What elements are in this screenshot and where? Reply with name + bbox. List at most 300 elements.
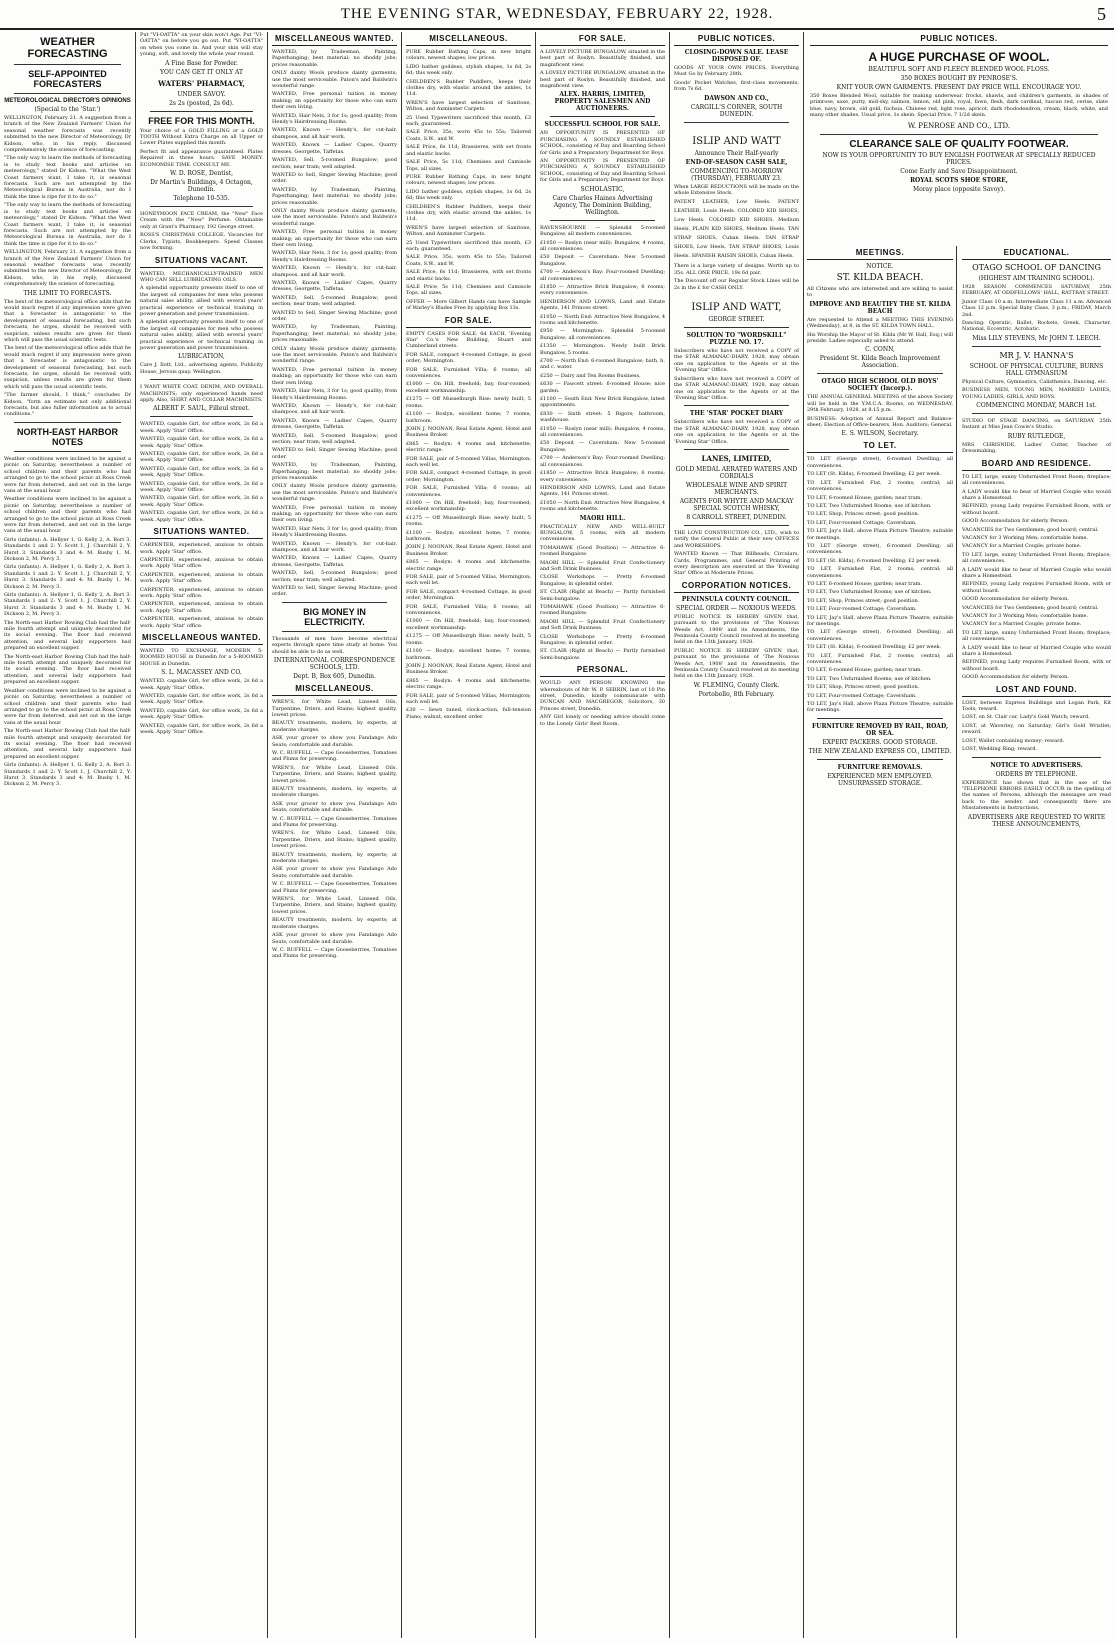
ad-text: BEAUTY treatments, modern, by experts; at moderate charges. <box>272 851 397 865</box>
section-header-situations: SITUATIONS VACANT. <box>140 254 263 268</box>
ad-text: FOR SALE, pair of 5-roomed Villas, Mornington; each well let. <box>406 455 531 468</box>
ad-text: STUDIO OF STAGE DANCING, on SATURDAY, 25th Instant at Miss Jean Cowie's Studio. <box>962 418 1111 431</box>
ad-text: WANTED, by Tradesman, Painting, Paperhanging; best material; no shoddy jobs; prices reasonable. <box>272 49 397 68</box>
ad-text: GOODS AT YOUR OWN PRICES. Everything Must Go by February 28th. <box>674 65 799 78</box>
ad-text: WANTED, capable Girl, for office work, 2s 6d a week. Apply 'Star' Office. <box>140 693 263 706</box>
ad-text: £1100 — Roslyn; excellent home; 7 rooms; bathroom. <box>406 648 531 661</box>
ad-line: DAWSON AND CO., <box>704 94 769 102</box>
ad-line: Come Early and Save Disappointment. <box>900 167 1018 175</box>
ad-line: Telephone 10-535. <box>173 195 230 203</box>
ad-line: 2s 2s (posted, 2s 6d). <box>169 99 234 107</box>
ad-line: COMMENCING TO-MORROW (THURSDAY), FEBRUARY 23. <box>690 167 783 182</box>
section-header-misc: MISCELLANEOUS. <box>406 32 531 46</box>
ad-line: CLOSING-DOWN SALE. LEASE DISPOSED OF. <box>684 49 789 63</box>
ad-text: ASK your grocer to show you Fandango Ado Seats; comfortable and durable. <box>272 866 397 879</box>
ad-text: WANTED, Hair Nets, 3 for 1s; good quality; from Hendy's Hairdressing Rooms. <box>272 112 397 126</box>
ad-text: £1275 — Off Musselburgh Rise: newly built, 5 rooms. <box>406 396 531 409</box>
ad-text: MAORI HILL — Splendid Fruit Confectionery and Soft Drink Business. <box>540 618 665 632</box>
ad-line: NOTICE TO ADVERTISERS. <box>990 761 1083 769</box>
ad-line: ALBERT F. SAUL, Filleul street. <box>153 405 250 413</box>
ad-text: WANTED to Sell, Singer Sewing Machine; good order. <box>272 171 397 185</box>
ad-text: VACANCY for 3 Working Men; comfortable home. <box>962 534 1089 541</box>
ad-text: £50 Deposit — Caversham: New 5-roomed Bungalow. <box>540 254 665 267</box>
column-right <box>804 32 1114 1638</box>
ad-text: A splendid opportunity presents itself to one of the largest oil companies for men who possess natural sales ability, allied with several years' practical experience or technical training in power generation and power transmission. <box>140 319 263 351</box>
ad-text: WANTED, Free personal tuition in money making; an opportunity for those who can earn their own living. <box>272 504 397 524</box>
ad-line: END-OF-SEASON CASH SALE, <box>685 158 788 166</box>
ad-line: PENINSULA COUNTY COUNCIL. <box>681 595 792 603</box>
ad-line: Miss LILY STEVENS, Mr JOHN T. LEECH. <box>972 334 1101 342</box>
ad-text: WANTED, capable Girl, for office work, 2s 6d a week. Apply 'Star' Office. <box>140 707 263 721</box>
ad-text: 25 Used Typewriters sacrificed this month, £3 each; guaranteed. <box>406 239 531 252</box>
ad-line: KNIT YOUR OWN GARMENTS. PRESENT DAY PRICE WILL ENCOURAGE YOU. <box>836 84 1082 91</box>
ad-text: ASK your grocer to show you Fandango Ado Seats; comfortable and durable. <box>272 932 397 945</box>
ad-text: WANTED, Sell, 5-roomed Bungalow; good section; near tram; well adapted. <box>272 432 397 445</box>
ad-line: OTAGO SCHOOL OF DANCING <box>972 263 1101 272</box>
article-paragraph: Girls (infants): A. Hellyer 1, G. Kelly 2, A. Bort 3. Standards 1 and 2: Y. Scott 1, J. Churchill 2, Y. Hurst 3. Standards 3 and 4: M. Busby 1, M. Dickson 2, M. Percy 3. <box>4 592 131 618</box>
ad-text: Goods' Pocket Watches, first-class movements, from 7s 6d. <box>674 79 799 93</box>
ad-text: W. C. RUFFELL — Cape Gooseberries, Tomatoes and Plums for preserving. <box>272 815 397 828</box>
ad-text: FOR SALE, pair of 5-roomed Villas, Mornington; each well let. <box>406 692 531 705</box>
ad-text: WANTED, capable Girl, for office work, 2s 6d a week. Apply 'Star' Office. <box>140 480 263 494</box>
ad-line: GEORGE STREET. <box>708 316 765 324</box>
ad-line: WATERS' PHARMACY, <box>158 78 245 88</box>
ad-text: WANTED, capable Girl, for office work, 2s 6d a week. Apply 'Star' Office. <box>140 451 263 464</box>
column-notices <box>670 32 804 1638</box>
ad-line: COMMENCING MONDAY, MARCH 1st. <box>976 402 1097 410</box>
subhead-forecasters: SELF-APPOINTED FORECASTERS <box>28 69 107 89</box>
ad-line: C. CONN, <box>865 346 895 354</box>
ad-text: WANTED, capable Girl, for office work, 2s 6d a week. Apply 'Star' Office. <box>140 510 263 523</box>
ad-text: WANTED, Known — Hendy's, for cut-hair, shampoos, and all hair work. <box>272 540 397 554</box>
ad-line: LUBRICATION, <box>178 353 225 361</box>
ad-text: ST. CLAIR (Right at Beach) — Partly furnished Semi-bungalow. <box>540 589 665 602</box>
ad-text: SALE Price, 35s, worn 45s to 55s; Tailored Coats, S.W., and W. <box>406 129 531 142</box>
section-header-misc-wanted: MISCELLANEOUS WANTED. <box>272 32 397 46</box>
ad-text: WANTED, Known — Hendy's, for cut-hair, shampoos, and all hair work. <box>272 402 397 416</box>
section-header-misc: MISCELLANEOUS. <box>272 682 397 696</box>
article-paragraph: WELLINGTON, February 21. A suggestion from a branch of the New Zealand Farmers' Union for seasonal weather forecasts was recently submitted to the new Director of Meteorology, Dr Kidson, who, in his reply, discussed comprehensively the science of forecasting. <box>4 115 131 154</box>
ad-text: BEAUTY treatments, modern, by experts; at moderate charges. <box>272 720 397 733</box>
ad-text: WANTED, by Tradesman, Painting, Paperhanging; best material; no shoddy jobs; prices reasonable. <box>272 324 397 344</box>
ad-text: WANTED, capable Girl, for office work, 2s 6d a week. Apply 'Star' Office. <box>140 495 263 508</box>
ad-heading-diary: THE 'STAR' POCKET DIARY <box>689 410 784 418</box>
ad-text: W. C. RUFFELL — Cape Gooseberries, Tomatoes and Plums for preserving. <box>272 946 397 960</box>
ad-text: WANTED Known — That Billheads, Circulars, Cards, Programmes, and General Printing of every description are executed at the 'Evening Star' Office at Moderate Prices. <box>674 551 799 577</box>
column-ads-4 <box>402 32 536 1638</box>
ad-text: BUSINESS: Adoption of Annual Report and Balance-sheet; Election of Office-bearers, Hon. Auditors; General. <box>807 415 953 429</box>
article-paragraph: "The only way to learn the methods of forecasting is to study text books and articles on meteorology," stated Dr Kidson. "What the West Coast farmers want, I take it, is seasonal forecasts. Such are not attempted by the Meteorological Bureau in Australia, nor do I think the time is ripe for it to do so." <box>4 202 131 247</box>
ad-text: PUBLIC NOTICE IS HEREBY GIVEN that, pursuant to the provisions of 'The Noxious Weeds Act, 1908' and its Amendments, the Peninsula County Council resolved at its meeting held on the 13th January, 1928. <box>674 647 799 680</box>
ad-text: Junior Class 10 a.m. Intermediate Class 11 a.m. Advanced Class 12 p.m. Special Baby Class, 3 p.m., FRIDAY, March 2nd. <box>962 298 1111 318</box>
ad-text: £700 — Anderson's Bay: Four-roomed Dwelling; all conveniences. <box>540 269 665 282</box>
section-header-for-sale: FOR SALE. <box>406 314 531 328</box>
ad-line: INTERNATIONAL CORRESPONDENCE SCHOOLS, LTD. <box>273 657 396 672</box>
ad-text: CHILDREN'S Rubber Paddlers, keeps their clothes dry, with elastic around the ankles, 1s 11d. <box>406 203 531 223</box>
ad-text: Physical Culture, Gymnastics, Calisthenics, Dancing, etc. <box>962 378 1108 385</box>
ad-text: TO LET, 6-roomed House; garden; near tram. <box>807 580 923 587</box>
article-paragraph: The bent of the meteorological office adds that he would much regret if any impression were given that a forecaster is antagonistic to the development of seasonal forecasting, but such forecasts, he urges, should be received with suspicion, unless results are given for them which will pass the usual scientific tests. <box>4 345 131 390</box>
ad-text: £630 — Fawcett street: 6-roomed House; nice garden. <box>540 381 665 394</box>
ad-line: NOTICE. <box>866 263 894 270</box>
ad-text: PUBLIC NOTICE IS HEREBY GIVEN that, pursuant to the provisions of 'The Noxious Weeds Act, 1908' and its Amendments, the Peninsula County Council resolved at its meeting held on the 13th January, 1928. <box>674 613 799 646</box>
article-paragraph: Girls (infants): A. Hellyer 1, G. Kelly 2, A. Bort 3. Standards 1 and 2: Y. Scott 1, J. Churchill 2, Y. Hurst 3. Standards 3 and 4: M. Busby 1, M. Dickson 2, M. Percy 3. <box>4 536 131 562</box>
ad-text: TO LET, Four-roomed Cottage; Caversham. <box>807 692 917 699</box>
ad-text: CARPENTER, experienced, anxious to obtain work. Apply 'Star' office. <box>140 556 263 570</box>
column-ads-2 <box>136 32 268 1638</box>
ad-text: WANTED, Free personal tuition in money making; an opportunity for those who can earn their own living. <box>272 229 397 248</box>
ad-text: TO LET, Jay's Hall, above Plaza Picture Theatre; suitable for meetings. <box>807 528 953 541</box>
ad-heading-free: FREE FOR THIS MONTH. <box>148 115 255 126</box>
ad-line: FURNITURE REMOVALS. <box>837 763 923 771</box>
ad-text: LOST, between Express Buildings and Logan Park, Kit Tools; reward. <box>962 699 1111 713</box>
ad-text: WANTED, Known — Ladies' Capes, Quarry dresses, Georgette, Taffetas. <box>272 280 397 293</box>
ad-text: A splendid opportunity presents itself to one of the largest oil companies for men who possess natural sales ability, allied with several years' practical experience or technical training in power generation and power transmission. <box>140 285 263 317</box>
ad-text: £1000 — On Hill, freehold; bay, four-roomed; excellent workmanship. <box>406 499 531 513</box>
ad-text: CARPENTER, experienced, anxious to obtain work. Apply 'Star' office. <box>140 542 263 555</box>
ad-line: MR J. V. HANNA'S <box>999 350 1074 360</box>
ad-line: W. D. ROSE, Dentist, <box>169 170 234 178</box>
ad-text: A LOVELY PICTURE BUNGALOW, situated in the best part of Roslyn. Beautifully finished, and magnificent view. <box>540 49 665 68</box>
ad-text: VACANCY for a Married Couple; private home. <box>962 543 1082 550</box>
ad-line: THE NEW ZEALAND EXPRESS CO., LIMITED. <box>808 747 952 755</box>
ad-text: WANTED to Sell, Singer Sewing Machine; good order. <box>272 447 397 460</box>
ad-text: WREN'S, for White Lead, Linseed Oils, Turpentine, Driers, and Stains; highest quality, lowest prices. <box>272 830 397 850</box>
ad-text: A LADY would like to hear of Married Couple who would share a Homestead. <box>962 644 1111 658</box>
ad-text: TO LET (St. Kilda), 6-roomed Dwelling; £2 per week. <box>807 471 942 478</box>
ad-line: IMPROVE AND BEAUTIFY THE ST. KILDA BEACH <box>809 300 951 315</box>
ad-text: TO LET, large, sunny Unfurnished Front Room; fireplace; all conveniences. <box>962 473 1111 487</box>
ad-text: GOOD Accommodation for elderly Person. <box>962 518 1069 525</box>
ad-text: TO LET, Shop, Princes street; good position. <box>807 597 920 604</box>
ad-line: President St. Kilda Beach Improvement Association. <box>819 355 941 370</box>
ad-text: REFINED, young Lady requires Furnished Room, with or without board. <box>962 659 1111 672</box>
ad-text: 350 Boxes Blended Wool, suitable for making underwear, frocks, shawls, and children's garments, in shades of primrose, saxe, putty, mid-sky, salmon, lemon, old pink, royal, fawn, flesh, dark cardinal, tuscan red, cerise, slate blue, navy, brown, old gold, fuchsia, Chinese red, light rose, apricot, dark rhododendron, cream, black, white, and many other shades. Usual price, 1s skein. Special Price, 7 1/2d skein. <box>810 93 1108 119</box>
ad-line: Dept. B, Box 605, Dunedin. <box>293 673 376 681</box>
ad-heading-wool: A HUGE PURCHASE OF WOOL. <box>868 50 1050 64</box>
article-paragraph: The North-east Harbor Rowing Club had the half-mile fourth attempt and uniquely decorated for its social evening. The floor had received attention, and several lady supporters had prepared an excellent supper. <box>4 619 131 652</box>
ad-text: WANTED, capable Girl, for office work, 2s 6d a week. Apply 'Star' Office. <box>140 436 263 449</box>
ad-text: £1050 — North End: Attractive New Bungalow, 4 rooms and kitchenette. <box>540 313 665 326</box>
ad-text: LOST, on St. Clair car, Lady's Gold Watch; reward. <box>962 714 1090 721</box>
ad-text: ROSS'S CHRISTMAS COLLEGE. Vacancies for Clerks, Typists, Bookkeepers. Speed Classes now forming. <box>140 232 263 252</box>
ad-line: W. FLEMING, County Clerk. <box>693 681 780 689</box>
ad-text: ONLY dainty Wools produce dainty garments; use the most serviceable. Paton's and Baldwin's wonderful range. <box>272 483 397 503</box>
ad-text: LIDO bather goddess, stylish shapes, 1s 6d, 2s 6d; this week only. <box>406 188 531 202</box>
article-paragraph: Weather conditions were inclined to be against a picnic on Saturday, nevertheless a number of school children and their parents who had arranged to go to the school picnic at Ross Creek were far from deterred, and set out in the large vans at the usual hour. <box>4 455 131 494</box>
subhead-opinions: METEOROLOGICAL DIRECTOR'S OPINIONS <box>4 98 131 104</box>
ad-text: WANTED TO EXCHANGE, MODERN 5-ROOMED HOUSE in Dunedin for a 5-ROOMED HOUSE in Dunedin. <box>140 647 263 667</box>
ad-text: I WANT WHITE COAT, DENIM, AND OVERALL MACHINISTS; only experienced hands need apply. Also, SHIRT AND COLLAR MACHINISTS. <box>140 384 263 403</box>
ad-text: ONLY dainty Wools produce dainty garments; use the most serviceable. Paton's and Baldwin's wonderful range. <box>272 345 397 365</box>
ad-text: £1275 — Off Musselburgh Rise: newly built, 5 rooms. <box>406 633 531 646</box>
ad-line: OTAGO HIGH SCHOOL OLD BOYS' SOCIETY (Incorp.). <box>821 378 939 393</box>
ad-text: WOULD ANY PERSON KNOWING the whereabouts of Mr W. P. SERRIN, last of 10 Pin street, Dunedin, kindly communicate with DUNCAN AND MACGREGOR, Solicitors, 30 Princes street, Dunedin. <box>540 680 665 712</box>
ad-text: JOHN J. NOONAN, Real Estate Agent, Hotel and Business Broker. <box>406 425 531 439</box>
ad-text: Are requested to Attend a MEETING THIS EVENING (Wednesday), at 8, in the ST. KILDA TOWN HALL. <box>807 316 953 330</box>
ad-text: WANTED, Hair Nets, 3 for 1s; good quality; from Hendy's Hairdressing Rooms. <box>272 388 397 401</box>
ad-text: THE LOVE CONSTRUCTION CO., LTD., wish to notify the General Public at their new OFFICES and WORKSHOPS. <box>674 529 799 549</box>
ad-text: £700 — Anderson's Bay: Four-roomed Dwelling; all conveniences. <box>540 455 665 468</box>
page-number: 5 <box>1097 4 1106 24</box>
ad-text: TO LET, large, sunny Unfurnished Front Room; fireplace; all conveniences. <box>962 551 1111 565</box>
ad-text: WANTED, Known — Ladies' Capes, Quarry dresses, Georgette, Taffetas. <box>272 142 397 155</box>
column-ads-5 <box>536 32 670 1638</box>
ad-text: £1000 — On Hill, freehold; bay, four-roomed; excellent workmanship. <box>406 618 531 631</box>
ad-text: TO LET, Two Unfurnished Rooms; use of kitchen. <box>807 589 932 596</box>
wool-and-footwear <box>804 32 1114 195</box>
ad-heading-islip-watt: ISLIP AND WATT <box>692 135 781 147</box>
ad-text: WANTED, capable Girl, for office work, 2s 6d a week. Apply 'Star' Office. <box>140 421 263 434</box>
ad-text: £30 — Sewn tuned, clock-action, full-tension Piano; walnut, excellent order. <box>406 707 531 720</box>
ad-text: £1100 — South End: New Brick Bungalow, latest appointments. <box>540 396 665 409</box>
ad-text: CARPENTER, experienced, anxious to obtain work. Apply 'Star' office. <box>140 586 263 599</box>
ad-text: Your choice of a GOLD FILLING or a GOLD TOOTH Without Extra Charge on all Upper or Lower Plates supplied this month. <box>140 127 263 147</box>
ad-text: TO LET, 6-roomed House; garden; near tram. <box>807 667 923 674</box>
ad-text: OFFER — More Gilbert Hands can have Sample of Warley's Blades Free by applying Box 13s. <box>406 298 531 312</box>
ad-line: YOU CAN GET IT ONLY AT <box>160 68 243 76</box>
article-paragraph: Girls (infants): A. Hellyer 1, G. Kelly 2, A. Bort 3. Standards 1 and 2: Y. Scott 1, J. Churchill 2, Y. Hurst 3. Standards 3 and 4: M. Busby 1, M. Dickson 2, M. Percy 3. <box>4 762 131 788</box>
ad-line: Care Charles Haines Advertising Agency, The Dominion Building, Wellington. <box>552 194 653 216</box>
ad-text: Subscribers who have not received a COPY of the STAR ALMANAC-DIARY, 1928, may obtain one on application to the Agents or at the 'Evening Star' Office. <box>674 348 799 374</box>
ad-text: £830 — Sixth street: 5 Rigors; bathroom, washhouse. <box>540 410 665 424</box>
ad-text: CLOSE Workshops — Pretty 6-roomed Bungalow; in splendid order. <box>540 633 665 647</box>
ad-text: £50 Deposit — Caversham: New 5-roomed Bungalow. <box>540 440 665 453</box>
ad-text: REFINED, young Lady requires Furnished Room, with or without board. <box>962 503 1111 516</box>
ad-text: BEAUTY treatments, modern, by experts; at moderate charges. <box>272 917 397 930</box>
ad-text: TO LET, Two Unfurnished Rooms; use of kitchen. <box>807 675 932 682</box>
ad-text: FOR SALE, compact 4-roomed Cottage, in good order; Mornington. <box>406 351 531 365</box>
ad-heading-maori-hill: MAORI HILL. <box>579 514 626 522</box>
ad-text: TO LET, 6-roomed House; garden; near tram. <box>807 494 923 501</box>
ad-text: ASK your grocer to show you Fandango Ado Seats; comfortable and durable. <box>272 735 397 748</box>
ad-text: W. C. RUFFELL — Cape Gooseberries, Tomatoes and Plums for preserving. <box>272 881 397 894</box>
ad-text: BEAUTY treatments, modern, by experts; at moderate charges. <box>272 785 397 799</box>
byline: (Special to the 'Star.') <box>34 106 101 113</box>
ad-line: EXPERIENCED MEN EMPLOYED. UNSURPASSED STORAGE. <box>827 772 933 787</box>
ad-text: ONLY dainty Wools produce dainty garments; use the most serviceable. Paton's and Baldwin's wonderful range. <box>272 207 397 227</box>
section-header-meetings: MEETINGS. <box>807 246 953 260</box>
ad-line: AGENTS FOR WHYTE AND MACKAY SPECIAL SCOTCH WHISKY, <box>679 497 794 512</box>
section-header-board: BOARD AND RESIDENCE. <box>962 457 1111 471</box>
ad-text: WANTED, capable Girl, for office work, 2s 6d a week. Apply 'Star' Office. <box>140 465 263 479</box>
ad-text: FOR SALE, pair of 5-roomed Villas, Mornington; each well let. <box>406 574 531 587</box>
ad-text: JOHN J. NOONAN, Real Estate Agent, Hotel and Business Broker. <box>406 544 531 557</box>
ad-text: WANTED to Sell, Singer Sewing Machine; good order. <box>272 585 397 598</box>
ad-line: CARGILL'S CORNER, SOUTH DUNEDIN. <box>690 103 783 118</box>
ad-text: LOST, Wallet containing money; reward. <box>962 737 1065 744</box>
section-header-public-notices: PUBLIC NOTICES. <box>810 32 1108 46</box>
article-paragraph: "The farmer should, I think," concludes Dr Kidson, "form an estimate not only additional forecasts, but also fuller information as to actual conditions." <box>4 392 131 418</box>
ad-text: WANTED, Hair Nets, 3 for 1s; good quality; from Hendy's Hairdressing Rooms. <box>272 525 397 539</box>
ad-text: TO LET, large, sunny Unfurnished Front Room; fireplace; all conveniences. <box>962 629 1111 643</box>
ad-line: BEAUTIFUL SOFT AND FLEECY BLENDED WOOL FLOSS. <box>868 66 1050 73</box>
ad-text: WREN'S, for White Lead, Linseed Oils, Turpentine, Driers, and Stains; highest quality, lowest prices. <box>272 896 397 915</box>
ad-text: There is a large variety of designs. Worth up to 35s. ALL ONE PRICE, 19s 6d pair. <box>674 263 799 276</box>
ad-text: 1928 SEASON COMMENCES SATURDAY, 25th FEBRUARY, AT ODDFELLOWS' HALL, RATTRAY STREET. <box>962 284 1111 297</box>
ad-text: Dancing: Operatic, Ballet, Rockets, Greek, Character, National, Eccentric, Acrobatic. <box>962 320 1111 333</box>
ad-line: E. S. WILSON, Secretary. <box>841 430 919 438</box>
ad-text: WANTED, Sell, 5-roomed Bungalow; good section; near tram; well adapted. <box>272 570 397 583</box>
ad-text: Subscribers who have not received a COPY of the STAR ALMANAC-DIARY, 1928, may obtain one on application to the Agents or at the 'Evening Star' Office. <box>674 375 799 401</box>
ad-text: WANTED, Known — Ladies' Capes, Quarry dresses, Georgette, Taffetas. <box>272 555 397 568</box>
ad-text: MRS CHRISNIDE, Ladies' Cutter, Teacher of Dressmaking. <box>962 441 1111 455</box>
ad-text: PURE Rubber Bathing Caps, in new bright colours, newest shapes; low prices. <box>406 173 531 187</box>
ad-text: WANTED, Free personal tuition in money making; an opportunity for those who can earn their own living. <box>272 91 397 111</box>
ad-heading-puzzle: SOLUTION TO "WORDSKILL" PUZZLE NO. 17. <box>686 332 787 347</box>
article-paragraph: "The only way to learn the methods of forecasting is to study text books and articles on meteorology," stated Dr Kidson. "What the West Coast farmers want, I take it, is seasonal forecasts. Such are not attempted by the Meteorological Bureau in Australia, nor do I think the time is ripe for it to do so." <box>4 155 131 200</box>
ad-text: FOR SALE, compact 4-roomed Cottage, in good order; Mornington. <box>406 470 531 483</box>
section-header-corporation: CORPORATION NOTICES. <box>674 579 799 593</box>
ad-line: GOLD MEDAL AERATED WATERS AND CORDIALS <box>675 465 798 480</box>
ad-line: Dr Martin's Buildings, 4 Octagon, Dunedin. <box>150 179 253 194</box>
ad-text: WANTED, Known — Hendy's, for cut-hair, shampoos, and all hair work. <box>272 265 397 278</box>
ad-line: (HIGHEST AIM TRAINING SCHOOL). <box>978 275 1095 282</box>
ad-text: RAVENSBOURNE — Splendid 5-roomed Bungalow, all modern conveniences. <box>540 224 665 238</box>
ad-text: SALE Price, 6s 11d; Brassieres, with set fronts and elastic backs. <box>406 144 531 157</box>
ad-text: WREN'S have largest selection of Sanitone, Wilton, and Axminster Carpets. <box>406 99 531 113</box>
ad-line: S. L. MACASSEY AND CO. <box>161 669 242 677</box>
ad-line: EXPERT PACKERS. GOOD STORAGE. <box>822 738 938 746</box>
subhead-limit: THE LIMIT TO FORECASTS. <box>23 289 112 297</box>
ad-text: ST. CLAIR (Right at Beach) — Partly furnished Semi-bungalow. <box>540 648 665 661</box>
ad-text: £865 — Roslyn: 4 rooms and kitchenette; electric range. <box>406 440 531 454</box>
ad-line: SPECIAL ORDER — NOXIOUS WEEDS. <box>676 604 797 612</box>
ad-text: SALE Price, 35s, worn 45s to 55s; Tailored Coats, S.W., and W. <box>406 254 531 267</box>
ad-text: THE ANNUAL GENERAL MEETING of the above Society will be held in the Y.M.C.A. Rooms, on WEDNESDAY, 29th February, 1928, at 8.15 p.m. <box>807 394 953 414</box>
ad-line: FURNITURE REMOVED BY RAIL, ROAD, OR SEA. <box>811 722 949 737</box>
ad-text: Perfect fit and appearance guaranteed. Plates Repaired in three hours. SAVE MONEY. ECONOMISE TIME. CONSULT ME. <box>140 148 263 168</box>
ad-line: W. PENROSE AND CO., LTD. <box>907 121 1011 130</box>
ad-text: TO LET (George street), 6-roomed Dwelling; all conveniences. <box>807 629 953 642</box>
article-paragraph: The North-east Harbor Rowing Club had the half-mile fourth attempt and uniquely decorated for its social evening. The floor had received attention, and several lady supporters had prepared an excellent supper. <box>4 728 131 760</box>
ad-text: VACANCY for a Married Couple; private home. <box>962 621 1082 628</box>
ad-text: HONEYMOON FACE CREAM, the "New" Face Cream with the "New" Perfume. Obtainable only at Grant's Pharmacy, 192 George street. <box>140 211 263 230</box>
headline-harbor: NORTH-EAST HARBOR NOTES <box>17 426 118 447</box>
headline-weather: WEATHER FORECASTING <box>27 36 108 60</box>
ad-text: FOR SALE, compact 4-roomed Cottage, in good order; Mornington. <box>406 588 531 602</box>
ad-text: £865 — Roslyn: 4 rooms and kitchenette; electric range. <box>406 559 531 572</box>
section-header-to-let: TO LET. <box>807 439 953 453</box>
ad-text: WANTED, Free personal tuition in money making; an opportunity for those who can earn their own living. <box>272 366 397 386</box>
ad-text: TO LET, Furnished Flat, 2 rooms; central; all conveniences. <box>807 566 953 579</box>
ad-line: UNDER SAVOY. <box>177 90 226 98</box>
ad-text: CARPENTER, experienced, anxious to obtain work. Apply 'Star' office. <box>140 601 263 614</box>
ad-text: His Worship the Mayor of St. Kilda (Mr W. Hall, Esq.) will preside. Ladies especially asked to attend. <box>807 331 953 345</box>
ad-text: HENDERSON AND LOWNS, Land and Estate Agents, 141 Princes street. <box>540 298 665 312</box>
ad-text: VACANCY for 3 Working Men; comfortable home. <box>962 613 1089 619</box>
ad-text: TO LET, Two Unfurnished Rooms; use of kitchen. <box>807 502 932 509</box>
section-header-for-sale: FOR SALE. <box>540 32 665 46</box>
ad-text: 25 Used Typewriters sacrificed this month, £3 each; guaranteed. <box>406 114 531 128</box>
column-weather <box>0 32 136 1638</box>
ad-text: £1000 — On Hill, freehold; bay, four-roomed; excellent workmanship. <box>406 381 531 394</box>
ad-text: LIDO bather goddess, stylish shapes, 1s 6d, 2s 6d; this week only. <box>406 63 531 77</box>
ad-text: £700 — North End: 6-roomed Bungalow; bath, h. and c. water. <box>540 358 665 371</box>
ad-text: £1100 — Roslyn; excellent home; 7 rooms; bathroom. <box>406 411 531 424</box>
ad-text: WANTED, capable Girl, for office work, 2s 6d a week. Apply 'Star' Office. <box>140 722 263 736</box>
ad-text: SALE Price, 6s 11d; Brassieres, with set fronts and elastic backs. <box>406 269 531 282</box>
ad-text: CHILDREN'S Rubber Paddlers, keeps their clothes dry, with elastic around the ankles, 1s 11d. <box>406 78 531 98</box>
article-paragraph: Weather conditions were inclined to be against a picnic on Saturday, nevertheless a number of school children and their parents who had arranged to go to the school picnic at Ross Creek were far from deterred, and set out in the large vans at the usual hour. <box>4 687 131 726</box>
ad-text: TO LET, Four-roomed Cottage; Caversham. <box>807 519 917 526</box>
ad-text: £950 — Mornington: Splendid 5-roomed Bungalow; all conveniences. <box>540 328 665 341</box>
ad-line: ROYAL SCOTS SHOE STORE, <box>910 176 1008 184</box>
ad-text: AN OPPORTUNITY IS PRESENTED OF PURCHASING A SOUNDLY ESTABLISHED SCHOOL, consisting of Day and Boarding School for Girls and a Preparatory Department for Boys. <box>540 158 665 184</box>
article-paragraph: Weather conditions were inclined to be against a picnic on Saturday, nevertheless a number of school children and their parents who had arranged to go to the school picnic at Ross Creek were far from deterred, and set out in the large vans at the usual hour. <box>4 496 131 535</box>
ad-text: TO LET (George street), 6-roomed Dwelling; all conveniences. <box>807 456 953 469</box>
ad-text: £1850 — Attractive Brick Bungalow; 6 rooms; every convenience. <box>540 283 665 297</box>
ad-line: A Fine Base for Powder. <box>165 59 238 67</box>
section-header-situations-wanted: SITUATIONS WANTED. <box>140 525 263 539</box>
ad-text: A LADY would like to hear of Married Couple who would share a Homestead. <box>962 488 1111 501</box>
ad-line: 350 BOXES BOUGHT BY PENROSE'S. <box>900 75 1018 82</box>
ad-text: WANTED, Sell, 5-roomed Bungalow; good section; near tram; well adapted. <box>272 294 397 308</box>
ad-heading-lanes: LANES, LIMITED, <box>701 453 772 463</box>
ad-text: GOOD Accommodation for elderly Person. <box>962 674 1069 681</box>
ad-text: TO LET, Furnished Flat, 2 rooms; central; all conveniences. <box>807 652 953 666</box>
ad-heading-footwear: CLEARANCE SALE OF QUALITY FOOTWEAR. <box>849 138 1069 150</box>
ad-text: TO LET, Shop, Princes street; good position. <box>807 684 920 691</box>
ad-text: WANTED, by Tradesman, Painting, Paperhanging; best material; no shoddy jobs; prices reasonable. <box>272 186 397 206</box>
ad-text: AN OPPORTUNITY IS PRESENTED OF PURCHASING A SOUNDLY ESTABLISHED SCHOOL, consisting of Day and Boarding School for Girls and a Preparatory Department for Boys. <box>540 130 665 156</box>
ad-text: MAORI HILL — Splendid Fruit Confectionery and Soft Drink Business. <box>540 559 665 572</box>
ad-text: All Citizens who are interested and are willing to assist to <box>807 286 953 299</box>
ad-text: FOR SALE, Furnished Villa; 6 rooms; all conveniences. <box>406 485 531 498</box>
ad-line: ALEX. HARRIS, LIMITED, PROPERTY SALESMEN AND AUCTIONEERS. <box>554 91 651 113</box>
ad-text: BUSINESS MEN, YOUNG MEN, MARRIED LADIES, YOUNG LADIES, GIRLS, AND BOYS. <box>962 387 1111 400</box>
ad-text: A LOVELY PICTURE BUNGALOW, situated in the best part of Roslyn. Beautifully finished, and magnificent view. <box>540 70 665 90</box>
meetings-column <box>804 246 957 1638</box>
ad-text: W. C. RUFFELL — Cape Gooseberries, Tomatoes and Plums for preserving. <box>272 749 397 763</box>
ad-text: The Discount off our Regular Stock Lines will be 2s in the £ for CASH ONLY. <box>674 278 799 291</box>
ad-text: WANTED, Hair Nets, 3 for 1s; good quality; from Hendy's Hairdressing Rooms. <box>272 250 397 263</box>
section-header-misc-wanted: MISCELLANEOUS WANTED. <box>140 631 263 645</box>
educational-column <box>959 246 1114 1638</box>
ad-line: ISLIP AND WATT, <box>691 302 782 314</box>
section-header-public-notices: PUBLIC NOTICES. <box>674 32 799 46</box>
ad-text: FOR SALE, Furnished Villa; 6 rooms; all conveniences. <box>406 366 531 380</box>
ad-text: VACANCIES for Two Gentlemen; good board; central. <box>962 604 1099 611</box>
ad-text: EXPERIENCE has shown that in the use of the 'TELEPHONE ERRORS EASILY OCCUR in the spelling of the names of Persons, although the messages are read back to the sender, and consequently there are Misstatements in Instructions. <box>962 779 1111 812</box>
ad-text: TOMAHAWK (Good Position) — Attractive 6-roomed Bungalow. <box>540 544 665 558</box>
ad-heading-electricity: BIG MONEY IN ELECTRICITY. <box>303 606 366 627</box>
masthead <box>0 0 1114 30</box>
ad-line: ST. KILDA BEACH. <box>836 273 924 283</box>
ad-text: Care J. Ilott, Ltd., advertising agents, Publicity House, Jervois quay, Wellington. <box>140 362 263 375</box>
ad-text: TO LET (St. Kilda), 6-roomed Dwelling; £2 per week. <box>807 557 942 564</box>
ad-vioatta: Put "VI-OATTA" on your skin won't Age. Put "VI-OATTA" on before you go out. Put "VI-OATTA" on when you come in. And your skin will stay young, soft, and lovely the whole year round. <box>140 32 263 58</box>
ad-line: 8 CARROLL STREET, DUNEDIN. <box>686 513 787 521</box>
ad-text: WANTED, Known — Hendy's, for cut-hair, shampoos, and all hair work. <box>272 127 397 140</box>
ad-text: CARPENTER, experienced, anxious to obtain work. Apply 'Star' office. <box>140 616 263 629</box>
ad-text: £865 — Roslyn: 4 rooms and kitchenette; electric range. <box>406 677 531 691</box>
ad-text: £1850 — Attractive Brick Bungalow; 6 rooms; every convenience. <box>540 470 665 483</box>
ad-text: JOHN J. NOONAN, Real Estate Agent, Hotel and Business Broker. <box>406 662 531 676</box>
ad-text: WANTED, Known — Ladies' Capes, Quarry dresses, Georgette, Taffetas. <box>272 417 397 431</box>
ad-text: WANTED to Sell, Singer Sewing Machine; good order. <box>272 309 397 323</box>
section-header-lost-found: LOST AND FOUND. <box>962 683 1111 697</box>
ad-text: Thousands of men have become electrical experts through spare time study at home. You should be able to do as well. <box>272 635 397 655</box>
ad-text: £1050 — Roslyn (near mill): Bungalow, 4 rooms, all conveniences. <box>540 239 665 252</box>
ad-text: TO LET (George street), 6-roomed Dwelling; all conveniences. <box>807 542 953 556</box>
masthead-title: THE EVENING STAR, WEDNESDAY, FEBRUARY 22, 1928. <box>340 6 774 22</box>
ad-text: ONLY dainty Wools produce dainty garments; use the most serviceable. Paton's and Baldwin's wonderful range. <box>272 70 397 90</box>
ad-text: ASK your grocer to show you Fandango Ado Seats; comfortable and durable. <box>272 800 397 814</box>
ad-line: Announce Their Half-yearly <box>694 149 779 157</box>
ad-text: SALE Price, 5s 11d; Chemises and Camisole Tops, all sizes. <box>406 159 531 172</box>
ad-text: WREN'S, for White Lead, Linseed Oils, Turpentine, Driers, and Stains; highest quality, lowest prices. <box>272 699 397 718</box>
